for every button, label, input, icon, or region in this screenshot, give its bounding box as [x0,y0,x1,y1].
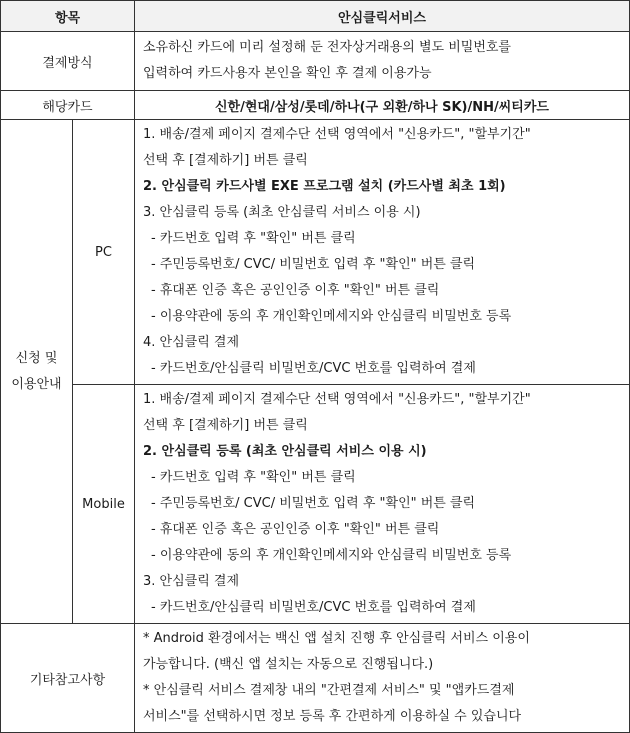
mobile-step: 선택 후 [결제하기] 버튼 클릭 [143,418,308,433]
note-line: * 안심클릭 서비스 결제창 내의 "간편결제 서비스" 및 "앱카드결제 [143,683,515,698]
note-line: 서비스"를 선택하시면 정보 등록 후 간편하게 이용하실 수 있습니다 [143,709,522,724]
mobile-step: - 휴대폰 인증 혹은 공인인증 이후 "확인" 버튼 클릭 [151,522,440,537]
payment-desc [135,32,630,91]
notes-content [135,624,630,733]
header-row [1,1,630,32]
guide-pc-row [1,120,630,385]
note-line: 가능합니다. (백신 앱 설치는 자동으로 진행됩니다.) [143,657,434,672]
note-line: * Android 환경에서는 백신 앱 설치 진행 후 안심클릭 서비스 이용이 [143,631,530,646]
guide-label [1,120,73,624]
mobile-steps [135,385,630,624]
cards-label: 해당카드 [1,91,135,120]
guide-label-line2: 이용안내 [11,376,62,392]
cards-value: 신한/현대/삼성/롯데/하나(구 외환/하나 SK)/NH/씨티카드 [135,91,630,120]
pc-step: 4. 안심클릭 결제 [143,335,240,350]
mobile-label: Mobile [73,385,135,624]
mobile-step: - 카드번호 입력 후 "확인" 버튼 클릭 [151,470,356,485]
pc-step: - 주민등록번호/ CVC/ 비밀번호 입력 후 "확인" 버튼 클릭 [151,257,476,272]
pc-label: PC [73,120,135,385]
pc-step: - 이용약관에 동의 후 개인확인메세지와 안심클릭 비밀번호 등록 [151,309,512,324]
header-item: 항목 [1,1,135,32]
pc-step: 1. 배송/결제 페이지 결제수단 선택 영역에서 "신용카드", "할부기간" [143,127,531,142]
guide-mobile-row [1,385,630,624]
pc-step: - 카드번호/안심클릭 비밀번호/CVC 번호를 입력하여 결제 [151,361,476,376]
notes-label: 기타참고사항 [1,624,135,733]
mobile-step: - 카드번호/안심클릭 비밀번호/CVC 번호를 입력하여 결제 [151,600,476,615]
pc-step: 2. 안심클릭 카드사별 EXE 프로그램 설치 (카드사별 최초 1회) [143,179,506,194]
payment-line: 소유하신 카드에 미리 설정해 둔 전자상거래용의 별도 비밀번호를 [143,40,511,55]
payment-line: 입력하여 카드사용자 본인을 확인 후 결제 이용가능 [143,66,432,81]
mobile-step: - 이용약관에 동의 후 개인확인메세지와 안심클릭 비밀번호 등록 [151,548,512,563]
pc-step: 3. 안심클릭 등록 (최초 안심클릭 서비스 이용 시) [143,205,421,220]
pc-steps [135,120,630,385]
pc-step: - 휴대폰 인증 혹은 공인인증 이후 "확인" 버튼 클릭 [151,283,440,298]
guide-label-line1: 신청 및 [15,350,58,366]
pc-step: 선택 후 [결제하기] 버튼 클릭 [143,153,308,168]
notes-row [1,624,630,733]
header-service: 안심클릭서비스 [135,1,630,32]
mobile-step: - 주민등록번호/ CVC/ 비밀번호 입력 후 "확인" 버튼 클릭 [151,496,476,511]
cards-row [1,91,630,120]
mobile-step: 3. 안심클릭 결제 [143,574,240,589]
payment-row [1,32,630,91]
pc-step: - 카드번호 입력 후 "확인" 버튼 클릭 [151,231,356,246]
mobile-step: 2. 안심클릭 등록 (최초 안심클릭 서비스 이용 시) [143,444,427,459]
mobile-step: 1. 배송/결제 페이지 결제수단 선택 영역에서 "신용카드", "할부기간" [143,392,531,407]
payment-label: 결제방식 [1,32,135,91]
